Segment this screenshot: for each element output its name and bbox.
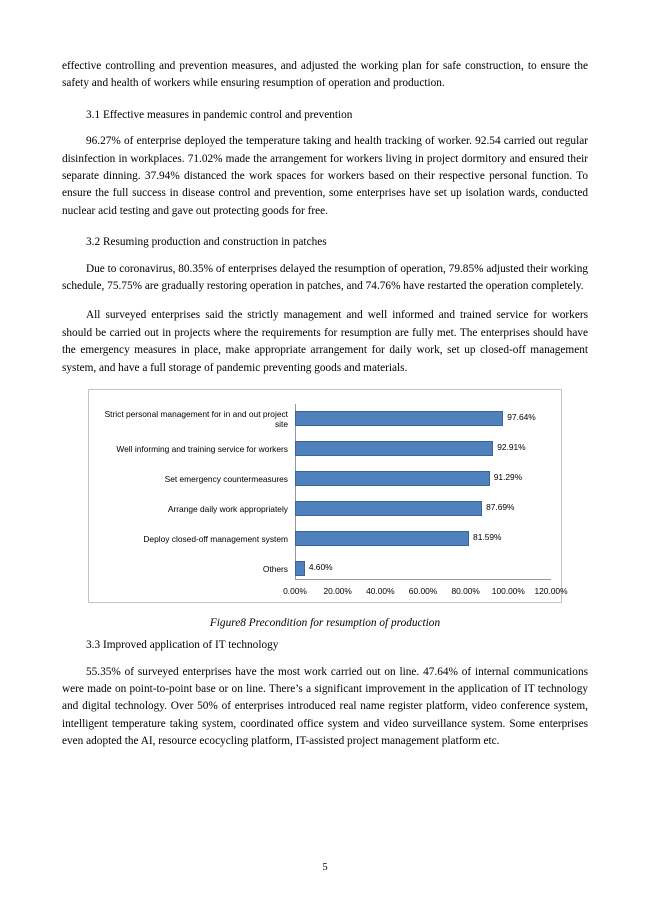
chart-x-tick-label: 40.00% bbox=[366, 586, 395, 597]
chart-row bbox=[99, 434, 551, 464]
paragraph-3-2-body: Due to coronavirus, 80.35% of enterprises delayed the resumption of operation, 79.85% adjusted their working schedule, 75.75% are gradually restoring operation in patches, and 74.76% have restarted the operation completely. bbox=[62, 262, 588, 293]
chart-category-label: Set emergency countermeasures bbox=[164, 474, 288, 485]
chart-row bbox=[99, 404, 551, 434]
chart-bar-value: 92.91% bbox=[497, 442, 526, 453]
chart-bar bbox=[295, 441, 493, 456]
page-number: 5 bbox=[322, 862, 328, 873]
chart-row bbox=[99, 464, 551, 494]
chart-bar-track bbox=[295, 524, 551, 554]
chart-bar-track bbox=[295, 404, 551, 434]
figure-caption: Figure8 Precondition for resumption of production bbox=[209, 617, 441, 630]
spacer bbox=[62, 223, 588, 228]
chart-x-tick-label: 60.00% bbox=[408, 586, 438, 597]
chart-bar bbox=[295, 471, 490, 486]
chart-bar bbox=[295, 531, 469, 546]
chart-bar bbox=[295, 501, 482, 516]
chart-bar-value: 97.64% bbox=[507, 412, 536, 423]
chart-category-label: Strict personal management for in and out project site bbox=[104, 409, 288, 430]
chart-x-tick-label: 100.00% bbox=[491, 586, 525, 597]
chart-bar-value: 87.69% bbox=[486, 502, 515, 513]
chart-category-label: Arrange daily work appropriately bbox=[167, 504, 288, 515]
figure-8-chart bbox=[88, 389, 568, 603]
chart-bar bbox=[295, 561, 305, 576]
chart-x-tick-label: 20.00% bbox=[323, 586, 352, 597]
chart-category-label: Well informing and training service for workers bbox=[116, 444, 288, 455]
chart-bar-track bbox=[295, 464, 551, 494]
chart-x-tick-label: 80.00% bbox=[451, 586, 480, 597]
heading-3-1: 3.1 Effective measures in pandemic control and prevention bbox=[86, 108, 353, 121]
chart-x-axis-ticks bbox=[283, 584, 568, 598]
heading-3-2: 3.2 Resuming production and construction in patches bbox=[86, 236, 327, 249]
bar-chart bbox=[99, 404, 568, 597]
chart-row bbox=[99, 554, 551, 584]
paragraph-3-2-body-2: All surveyed enterprises said the strictly management and well informed and trained service for workers should be carried out in projects where the requirements for resumption are fully met. The enterprises should have the emergency measures in place, make appropriate arrangement for daily work, set up closed-off management system, and have a full storage of pandemic preventing goods and materials. bbox=[62, 309, 588, 374]
spacer bbox=[62, 96, 588, 101]
chart-bar-track bbox=[295, 434, 551, 464]
chart-bar-value: 91.29% bbox=[493, 472, 523, 483]
paragraph-intro: effective controlling and prevention measures, and adjusted the working plan for safe construction, to ensure the safety and health of workers while ensuring resumption of operation and production. bbox=[62, 60, 588, 90]
chart-bar-track bbox=[295, 554, 551, 584]
chart-bar-value: 81.59% bbox=[473, 532, 502, 543]
chart-bar-rows bbox=[99, 404, 551, 584]
paragraph-3-3-body: 55.35% of surveyed enterprises have the most work carried out on line. 47.64% of internal communications were made on point-to-point base or on line. There’s a significant improvement in the application of IT technology and digital technology. Over 50% of enterprises introduced real name register platform, video conference system, intelligent temperature taking system, coordinated office system and video surveillance system. Some enterprises even adopted the AI, resource ecocycling platform, IT-assisted project management platform etc. bbox=[62, 665, 588, 748]
chart-row bbox=[99, 524, 551, 554]
spacer bbox=[62, 298, 588, 307]
paragraph-3-1-body: 96.27% of enterprise deployed the temperature taking and health tracking of worker. 92.54 carried out regular disinfection in workplaces. 71.02% made the arrangement for workers living in project dormitory and ensured their separate dinning. 37.94% distanced the work spaces for workers based on their respective personal function. To ensure the full success in disease control and prevention, some enterprises have set up isolation wards, conducted nuclear acid testing and gave out protecting goods for free. bbox=[62, 135, 588, 217]
chart-x-tick-label: 0.00% bbox=[283, 586, 307, 597]
chart-bar-value: 4.60% bbox=[308, 562, 333, 573]
chart-category-label: Deploy closed-off management system bbox=[143, 534, 288, 545]
chart-row bbox=[99, 494, 551, 524]
chart-x-tick-label: 120.00% bbox=[534, 586, 568, 597]
chart-bar-track bbox=[295, 494, 551, 524]
chart-category-label: Others bbox=[262, 564, 288, 575]
heading-3-3: 3.3 Improved application of IT technology bbox=[86, 639, 279, 652]
chart-bar bbox=[295, 411, 503, 426]
